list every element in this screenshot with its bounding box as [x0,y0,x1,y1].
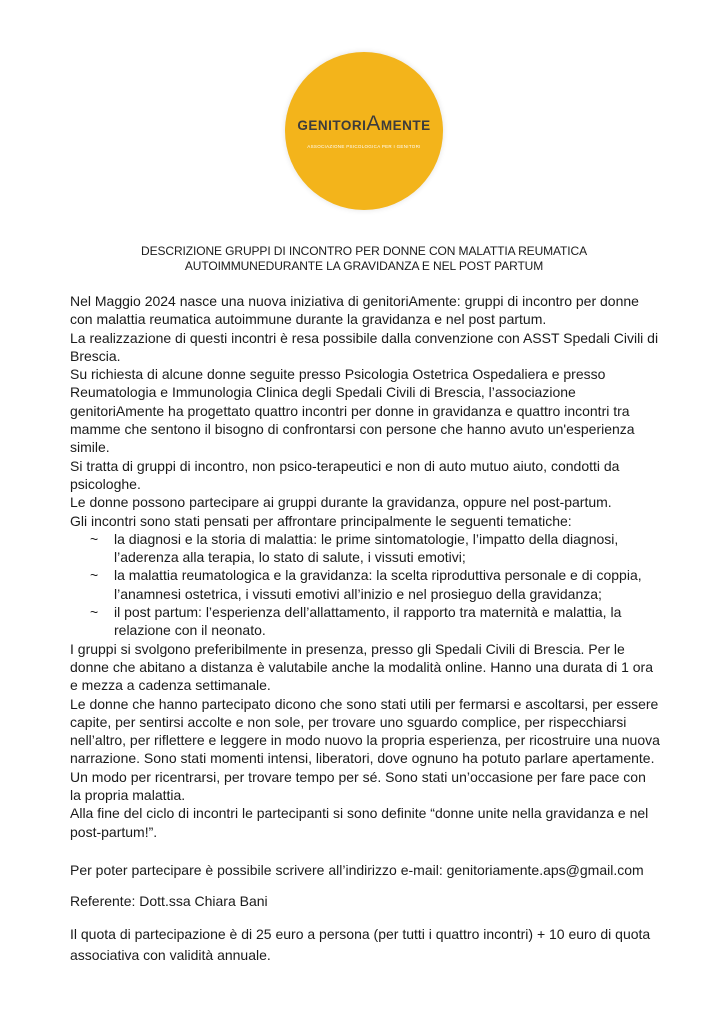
list-item [70,566,660,603]
paragraph: Si tratta di gruppi di incontro, non psico-terapeutici e non di auto mutuo aiuto, condotti da psicologhe. [70,457,620,492]
logo-circle [285,52,443,210]
bullet-marker: ~ [90,530,99,547]
fee-line: Il quota di partecipazione è di 25 euro a persona (per tutti i quattro incontri) + 10 euro di quota associativa con validità annuale. [70,926,651,963]
paragraph: Le donne che hanno partecipato dicono che sono stati utili per fermarsi e ascoltarsi, per essere capite, per sentirsi accolte e non sole, per trovare uno sguardo complice, per rispecchiarsi nell’altro, per riflettere e leggere in modo nuovo la propria esperienza, per ricostruire una nuova narrazione. Sono stati momenti intensi, liberatori, dove ognuno ha potuto parlare apertamente. Un modo per ricentrarsi, per trovare tempo per sé. Sono stati un’occasione per fare pace con la propria malattia. [70,695,660,804]
topics-list [70,530,660,640]
referent-line: Referente: Dott.ssa Chiara Bani [70,893,268,909]
contact-line: Per poter partecipare è possibile scrivere all’indirizzo e-mail: genitoriamente.aps@gmail.com [70,862,644,878]
list-item [70,603,660,640]
list-item-text: la malattia reumatologica e la gravidanza: la scelta riproduttiva personale e di coppia, l’anamnesi ostetrica, i vissuti emotivi all’inizio e nel prosieguo della gravidanza; [114,567,642,602]
title-line-2: AUTOIMMUNEDURANTE LA GRAVIDANZA E NEL POST PARTUM [184,259,544,273]
logo [285,52,443,210]
paragraph: Alla fine del ciclo di incontri le partecipanti si sono definite “donne unite nella gravidanza e nel post-partum!”. [70,805,649,840]
title-line-1: DESCRIZIONE GRUPPI DI INCONTRO PER DONNE CON MALATTIA REUMATICA [141,244,587,258]
document-body [70,292,660,841]
paragraph: Le donne possono partecipare ai gruppi durante la gravidanza, oppure nel post-partum. [70,494,612,511]
logo-name-part1: GENITORI [297,118,367,133]
paragraph: Su richiesta di alcune donne seguite presso Psicologia Ostetrica Ospedaliera e presso Reumatologia e Immunologia Clinica degli Spedali Civili di Brescia, l’associazione genitoriAmente ha progettato quattro incontri per donne in gravidanza e quattro incontri tra mamme che sentono il bisogno di confrontarsi con persone che hanno avuto un'esperienza simile. [70,366,635,456]
document-title [70,244,658,274]
paragraph: I gruppi si svolgono preferibilmente in presenza, presso gli Spedali Civili di Brescia. Per le donne che abitano a distanza è valutabile anche la modalità online. Hanno una durata di 1 ora e mezza a cadenza settimanale. [70,640,653,694]
bullet-marker: ~ [90,604,99,621]
list-item-text: la diagnosi e la storia di malattia: le prime sintomatologie, l’impatto della diagnosi, l’aderenza alla terapia, lo stato di salute, i vissuti emotivi; [114,530,619,566]
logo-subtitle: ASSOCIAZIONE PSICOLOGICA PER I GENITORI [307,144,421,149]
bullet-marker: ~ [90,567,99,584]
list-item-text: il post partum: l’esperienza dell’allattamento, il rapporto tra maternità e malattia, la relazione con il neonato. [114,604,622,639]
logo-name [285,112,443,136]
logo-name-big-letter: A [366,112,381,135]
paragraph: Nel Maggio 2024 nasce una nuova iniziativa di genitoriAmente: gruppi di incontro per donne con malattia reumatica autoimmune durante la gravidanza e nel post partum. [70,293,639,328]
paragraph: Gli incontri sono stati pensati per affrontare principalmente le seguenti tematiche: [70,512,572,529]
logo-name-part2: MENTE [380,118,431,133]
paragraph: La realizzazione di questi incontri è resa possibile dalla convenzione con ASST Spedali Civili di Brescia. [70,329,659,364]
list-item [70,530,660,567]
